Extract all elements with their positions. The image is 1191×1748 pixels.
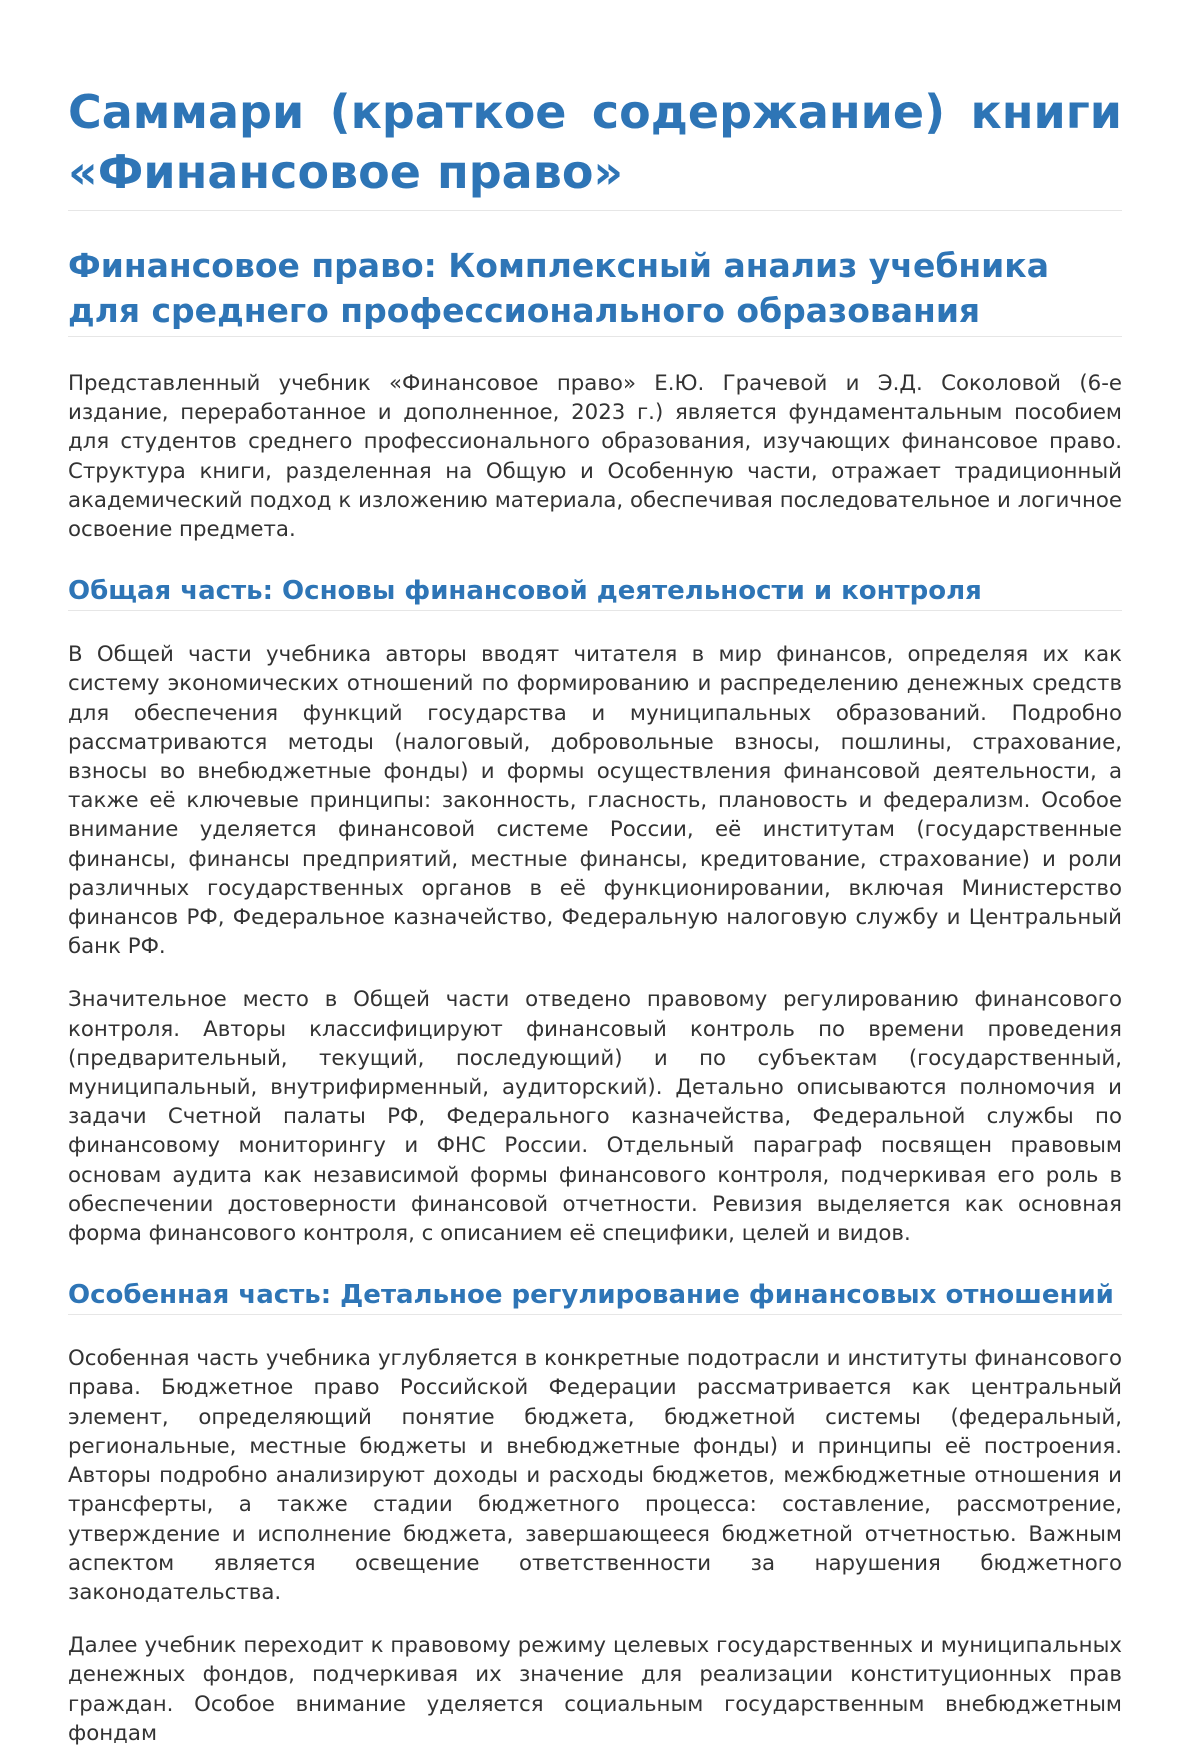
section-paragraph: Особенная часть учебника углубляется в конкретные подотрасли и институты финансового права. Бюджетное право Российской Федерации рассматривается как центральный элемент, определяющий понятие бюджета, бюджетной системы (федеральный, региональные, местные бюджеты и внебюджетные фонды) и принципы её построения. Авторы подробно анализируют доходы и расходы бюджетов, межбюджетные отношения и трансферты, а также стадии бюджетного процесса: составление, рассмотрение, утверждение и исполнение бюджета, завершающееся бюджетной отчетностью. Важным аспектом является освещение ответственности за нарушения бюджетного законодательства. — [68, 1346, 1122, 1605]
section-heading-special: Особенная часть: Детальное регулирование финансовых отношений — [68, 1278, 1122, 1315]
section-paragraph: Далее учебник переходит к правовому режиму целевых государственных и муниципальных денежных фондов, подчеркивая их значение для реализации конституционных прав граждан. Особое внимание уделяется социальным государственным внебюджетным фондам — [68, 1633, 1122, 1746]
intro-paragraph: Представленный учебник «Финансовое право» Е.Ю. Грачевой и Э.Д. Соколовой (6-е издание, переработанное и дополненное, 2023 г.) является фундаментальным пособием для студентов среднего профессионального образования, изучающих финансовое право. Структура книги, разделенная на Общую и Особенную части, отражает традиционный академический подход к изложению материала, обеспечивая последовательное и логичное освоение предмета. — [68, 371, 1122, 543]
document-subtitle: Финансовое право: Комплексный анализ учебника для среднего профессионального образования — [68, 243, 1122, 337]
section-paragraph: В Общей части учебника авторы вводят читателя в мир финансов, определяя их как систему экономических отношений по формированию и распределению денежных средств для обеспечения функций государства и муниципальных образований. Подробно рассматриваются методы (налоговый, добровольные взносы, пошлины, страхование, взносы во внебюджетные фонды) и формы осуществления финансовой деятельности, а также её ключевые принципы: законность, гласность, плановость и федерализм. Особое внимание уделяется финансовой системе России, её институтам (государственные финансы, финансы предприятий, местные финансы, кредитование, страхование) и роли различных государственных органов в её функционировании, включая Министерство финансов РФ, Федеральное казначейство, Федеральную налоговую службу и Центральный банк РФ. — [68, 642, 1122, 960]
document-page — [68, 82, 1122, 1748]
document-title: Саммари (краткое содержание) книги «Финансовое право» — [68, 82, 1122, 211]
section-heading-general: Общая часть: Основы финансовой деятельности и контроля — [68, 574, 1122, 611]
section-paragraph: Значительное место в Общей части отведено правовому регулированию финансового контроля. Авторы классифицируют финансовый контроль по времени проведения (предварительный, текущий, последующий) и по субъектам (государственный, муниципальный, внутрифирменный, аудиторский). Детально описываются полномочия и задачи Счетной палаты РФ, Федерального казначейства, Федеральной службы по финансовому мониторингу и ФНС России. Отдельный параграф посвящен правовым основам аудита как независимой формы финансового контроля, подчеркивая его роль в обеспечении достоверности финансовой отчетности. Ревизия выделяется как основная форма финансового контроля, с описанием её специфики, целей и видов. — [68, 987, 1122, 1247]
